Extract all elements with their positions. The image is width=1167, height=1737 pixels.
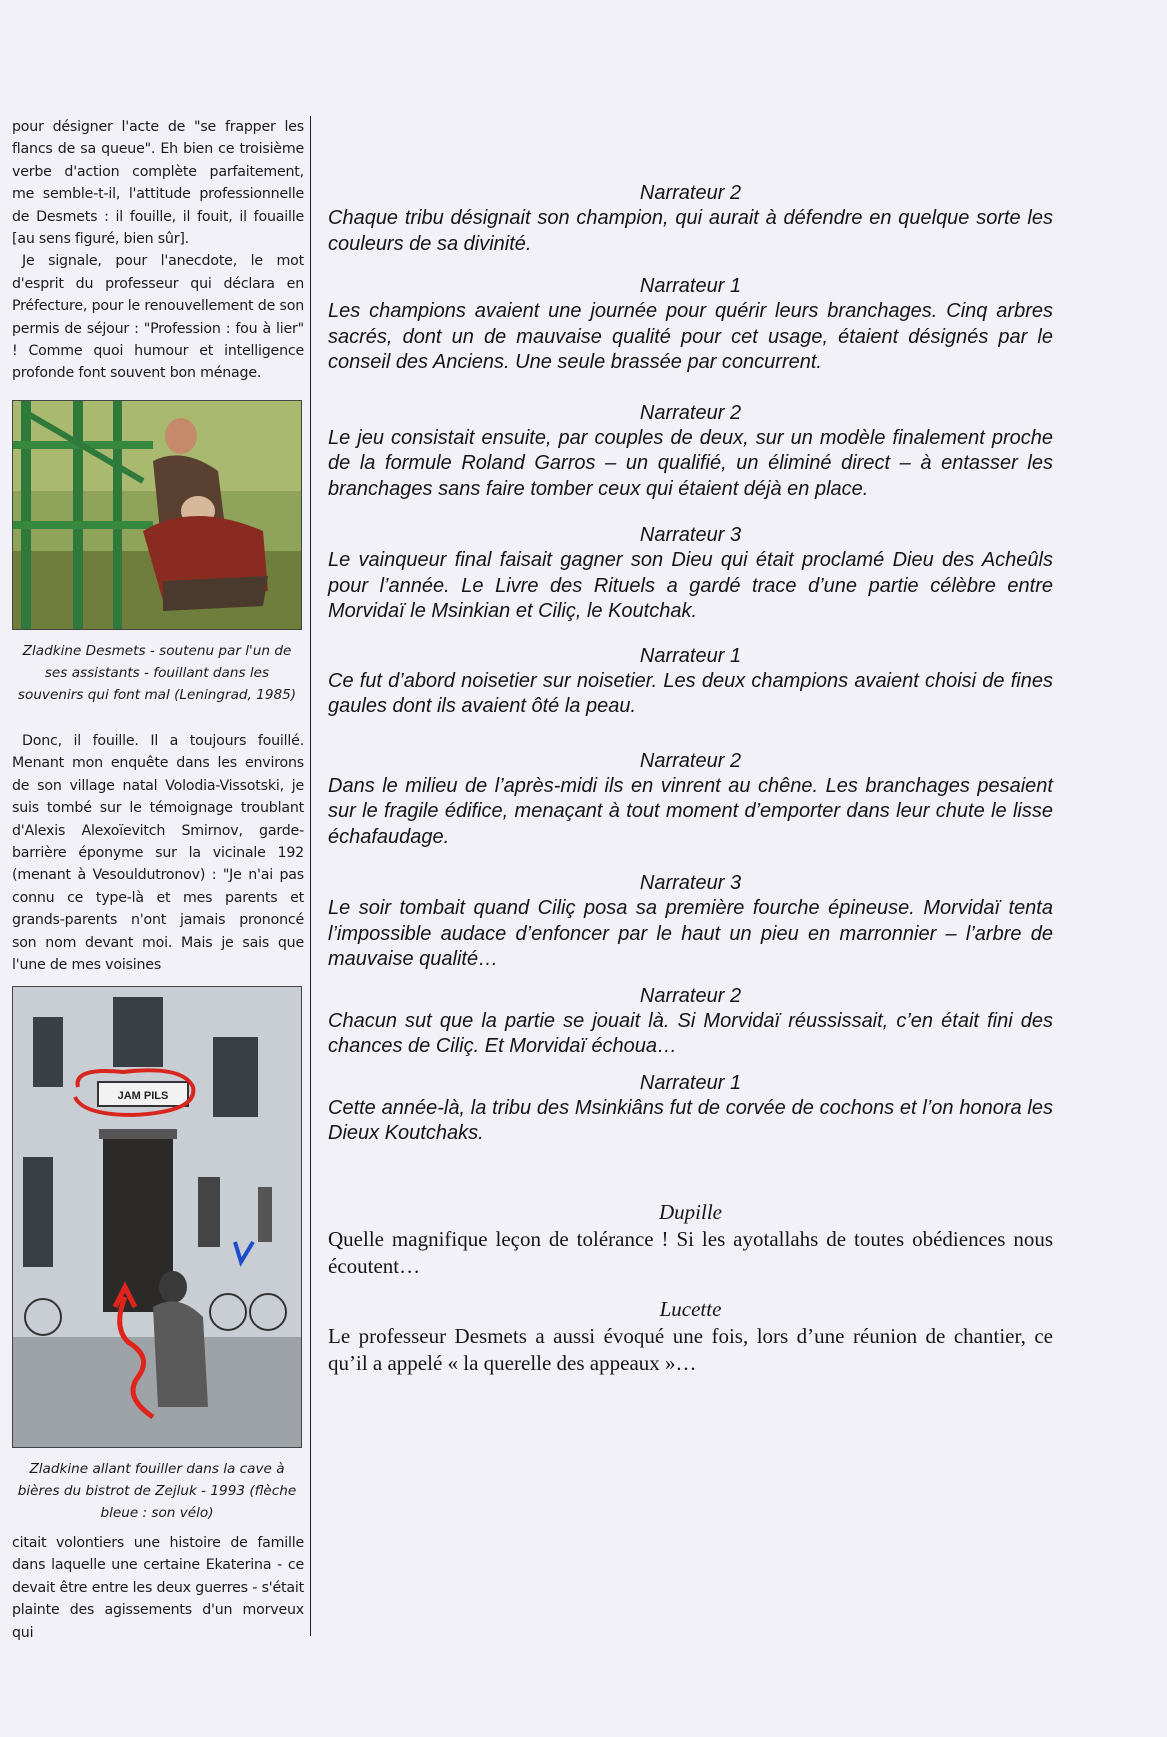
bistrot-sign-text: JAM PILS <box>117 1090 169 1102</box>
speaker-name: Lucette <box>659 1296 722 1321</box>
column-divider <box>310 116 311 1636</box>
sidebar-column <box>12 116 304 385</box>
speaker-name: Narrateur 2 <box>639 749 742 772</box>
speech-text: Le vainqueur final faisait gagner son Dieu qui était proclamé Dieu des Acheûls pour l’année. Le Livre des Rituels a gardé trace d’une partie célèbre entre Morvidaï le Msinkian et Ciliç, le Koutchak. <box>328 549 1053 622</box>
sidebar-paragraph: citait volontiers une histoire de famille dans laquelle une certaine Ekaterina - ce devait être entre les deux guerres - s'était plainte des agissements d'un morveux qui <box>12 1535 304 1641</box>
speech-text: Le jeu consistait ensuite, par couples de deux, sur un modèle finalement proche de la formule Roland Garros – un qualifié, un éliminé direct – à entasser les branchages sans faire tomber ceux qui étaient déjà en place. <box>328 426 1053 500</box>
speaker-name: Narrateur 2 <box>639 401 742 424</box>
speech-text: Ce fut d’abord noisetier sur noisetier. Les deux champions avaient choisi de fines gaules dont ils avaient ôté la peau. <box>328 669 1053 717</box>
photo-desmets-bistrot <box>12 986 302 1448</box>
speech-text: Le soir tombait quand Ciliç posa sa première fourche épineuse. Morvidaï tenta l’impossible audace d’enfoncer par le haut un pieu en marronnier – l’arbre de mauvaise qualité… <box>328 897 1053 970</box>
sidebar-paragraph: Donc, il fouille. Il a toujours fouillé. Menant mon enquête dans les environs de son village natal Volodia-Vissotski, je suis tombé sur le témoignage troublant d'Alexis Alexoïevitch Smirnov, garde-barrière éponyme sur la vicinale 192 (menant à Vesouldutronov) : "Je n'ai pas connu ce type-là et mes parents et grands-parents n'ont jamais prononcé son nom devant moi. Mais je sais que l'une de mes voisines <box>12 733 304 974</box>
speaker-name: Narrateur 1 <box>639 275 742 297</box>
dialogue-block <box>328 180 1053 257</box>
photo-desmets-leningrad <box>12 400 302 630</box>
sidebar-column-end <box>12 1532 304 1644</box>
speech-text: Chacun sut que la partie se jouait là. Si Morvidaï réussissait, c’en était fini des chances de Ciliç. Et Morvidaï échoua… <box>328 1009 1053 1057</box>
speaker-name: Narrateur 1 <box>639 1071 742 1094</box>
speaker-name: Narrateur 2 <box>639 984 742 1007</box>
speaker-name: Narrateur 2 <box>639 182 742 204</box>
dialogue-block <box>328 1070 1053 1147</box>
speech-text: Cette année-là, la tribu des Msinkiâns fut de corvée de cochons et l’on honora les Dieux Koutchaks. <box>328 1096 1053 1144</box>
dialogue-block <box>328 870 1053 973</box>
dialogue-block <box>328 643 1053 720</box>
dialogue-block <box>328 748 1053 851</box>
photo-caption: Zladkine allant fouiller dans la cave à bières du bistrot de Zejluk - 1993 (flèche bleue : son vélo) <box>17 1461 297 1521</box>
speech-text: Chaque tribu désignait son champion, qui aurait à défendre en quelque sorte les couleurs de sa divinité. <box>328 207 1053 255</box>
dialogue-block <box>328 1199 1053 1280</box>
speech-text: Dans le milieu de l’après-midi ils en vinrent au chêne. Les branchages pesaient sur le fragile édifice, menaçant à tout moment d’emporter dans leur chute le lisse échafaudage. <box>328 774 1053 848</box>
speaker-name: Dupille <box>659 1199 722 1224</box>
speaker-name: Narrateur 3 <box>639 524 742 546</box>
speech-text: Quelle magnifique leçon de tolérance ! Si les ayotallahs de toutes obédiences nous écoutent… <box>328 1226 1053 1278</box>
speaker-name: Narrateur 3 <box>639 872 742 894</box>
dialogue-block <box>328 983 1053 1060</box>
dialogue-block <box>328 400 1053 503</box>
dialogue-block <box>328 273 1053 376</box>
speech-text: Les champions avaient une journée pour quérir leurs branchages. Cinq arbres sacrés, dont un de mauvaise qualité pour cet usage, étaient désignés par le conseil des Anciens. Une seule brassée par concurrent. <box>328 300 1053 373</box>
sidebar-paragraph: Je signale, pour l'anecdote, le mot d'esprit du professeur qui déclara en Préfecture, pour le renouvellement de son permis de séjour : "Profession : fou à lier" ! Comme quoi humour et intelligence profonde font souvent bon ménage. <box>12 253 304 382</box>
sidebar-column-continued <box>12 730 304 976</box>
speaker-name: Narrateur 1 <box>639 644 742 667</box>
photo-caption: Zladkine Desmets - soutenu par l'un de ses assistants - fouillant dans les souvenirs qui font mal (Leningrad, 1985) <box>17 643 297 703</box>
sidebar-paragraph: pour désigner l'acte de "se frapper les flancs de sa queue". Eh bien ce troisième verbe d'action complète parfaitement, me semble-t-il, l'attitude professionnelle de Desmets : il fouille, il fouit, il fouaille [au sens figuré, bien sûr]. <box>12 119 304 248</box>
speech-text: Le professeur Desmets a aussi évoqué une fois, lors d’une réunion de chantier, ce qu’il a appelé « la querelle des appeaux »… <box>328 1323 1053 1375</box>
main-column <box>328 180 1053 1377</box>
dialogue-block <box>328 522 1053 625</box>
dialogue-block <box>328 1296 1053 1377</box>
